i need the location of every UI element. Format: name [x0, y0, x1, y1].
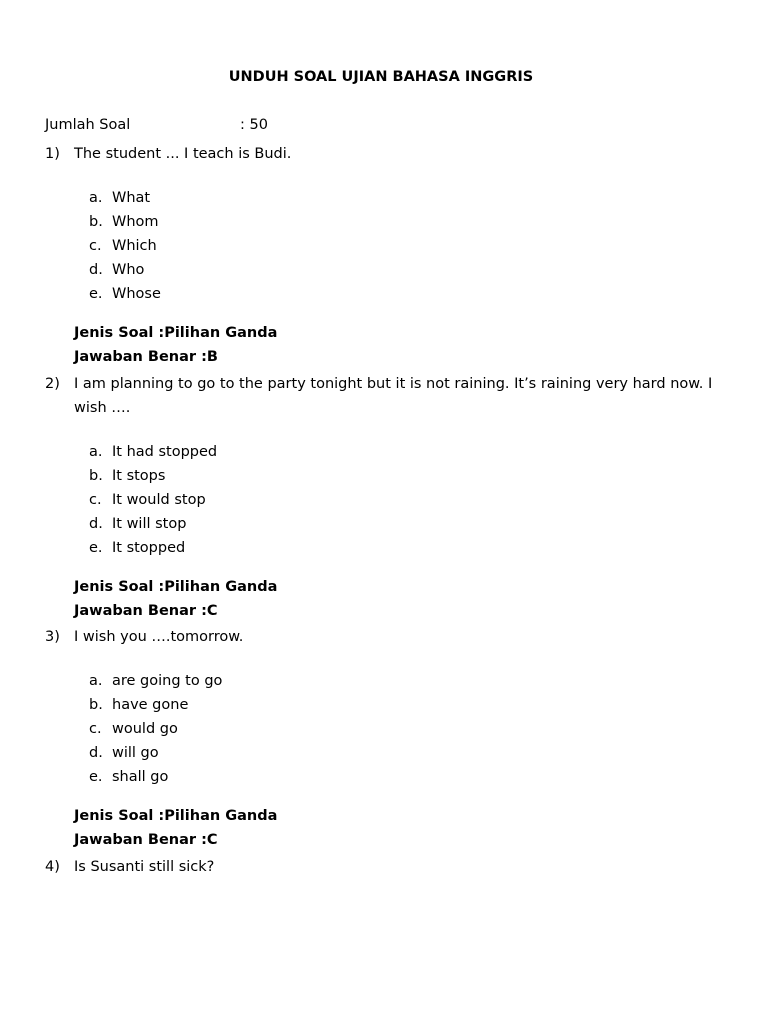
- document-title: UNDUH SOAL UJIAN BAHASA INGGRIS: [228, 69, 534, 85]
- option-letter: d.: [89, 262, 103, 278]
- option-letter: c.: [89, 238, 102, 254]
- option-text: It stopped: [112, 540, 186, 556]
- option-text: Whose: [112, 286, 161, 302]
- correct-answer: Jawaban Benar :C: [74, 832, 218, 848]
- option-text: Who: [112, 262, 145, 278]
- question-number: 4): [45, 859, 60, 875]
- option-item: [89, 669, 222, 693]
- option-letter: b.: [89, 468, 103, 484]
- option-text: shall go: [112, 769, 169, 785]
- options-list-2: [89, 440, 217, 560]
- question-type: Jenis Soal :Pilihan Ganda: [74, 579, 278, 595]
- question-text: I am planning to go to the party tonight but it is not raining. It’s raining very hard now. I wish ….: [74, 376, 713, 416]
- option-item: [89, 488, 217, 512]
- question-number: 1): [45, 146, 60, 162]
- option-letter: c.: [89, 492, 102, 508]
- option-item: [89, 512, 217, 536]
- question-number: 2): [45, 376, 60, 392]
- question-count-label: Jumlah Soal: [45, 117, 131, 133]
- option-letter: b.: [89, 697, 103, 713]
- option-item: [89, 693, 222, 717]
- option-text: are going to go: [112, 673, 223, 689]
- question-number: 3): [45, 629, 60, 645]
- option-letter: c.: [89, 721, 102, 737]
- question-3: [45, 625, 715, 649]
- correct-answer: Jawaban Benar :B: [74, 349, 218, 365]
- option-item: [89, 186, 161, 210]
- question-type: Jenis Soal :Pilihan Ganda: [74, 325, 278, 341]
- option-letter: e.: [89, 540, 103, 556]
- question-count-value: : 50: [240, 117, 268, 133]
- option-item: [89, 741, 222, 765]
- option-text: It would stop: [112, 492, 206, 508]
- option-text: Which: [112, 238, 157, 254]
- option-letter: d.: [89, 516, 103, 532]
- option-letter: a.: [89, 444, 103, 460]
- option-item: [89, 440, 217, 464]
- option-letter: e.: [89, 286, 103, 302]
- question-2: [45, 372, 715, 420]
- option-item: [89, 258, 161, 282]
- option-item: [89, 536, 217, 560]
- option-text: It had stopped: [112, 444, 218, 460]
- option-text: Whom: [112, 214, 159, 230]
- question-text: The student ... I teach is Budi.: [74, 146, 292, 162]
- question-type: Jenis Soal :Pilihan Ganda: [74, 808, 278, 824]
- option-text: would go: [112, 721, 178, 737]
- option-text: It stops: [112, 468, 166, 484]
- question-text: I wish you ….tomorrow.: [74, 629, 244, 645]
- question-count: [45, 113, 268, 137]
- option-item: [89, 464, 217, 488]
- option-text: have gone: [112, 697, 189, 713]
- option-item: [89, 717, 222, 741]
- question-1: [45, 142, 715, 166]
- option-item: [89, 234, 161, 258]
- option-letter: b.: [89, 214, 103, 230]
- option-item: [89, 210, 161, 234]
- question-4: [45, 855, 715, 879]
- options-list-3: [89, 669, 222, 789]
- option-letter: a.: [89, 190, 103, 206]
- option-letter: e.: [89, 769, 103, 785]
- options-list-1: [89, 186, 161, 306]
- option-item: [89, 765, 222, 789]
- question-text: Is Susanti still sick?: [74, 859, 215, 875]
- option-letter: a.: [89, 673, 103, 689]
- option-letter: d.: [89, 745, 103, 761]
- option-text: What: [112, 190, 151, 206]
- correct-answer: Jawaban Benar :C: [74, 603, 218, 619]
- option-text: will go: [112, 745, 159, 761]
- option-item: [89, 282, 161, 306]
- option-text: It will stop: [112, 516, 187, 532]
